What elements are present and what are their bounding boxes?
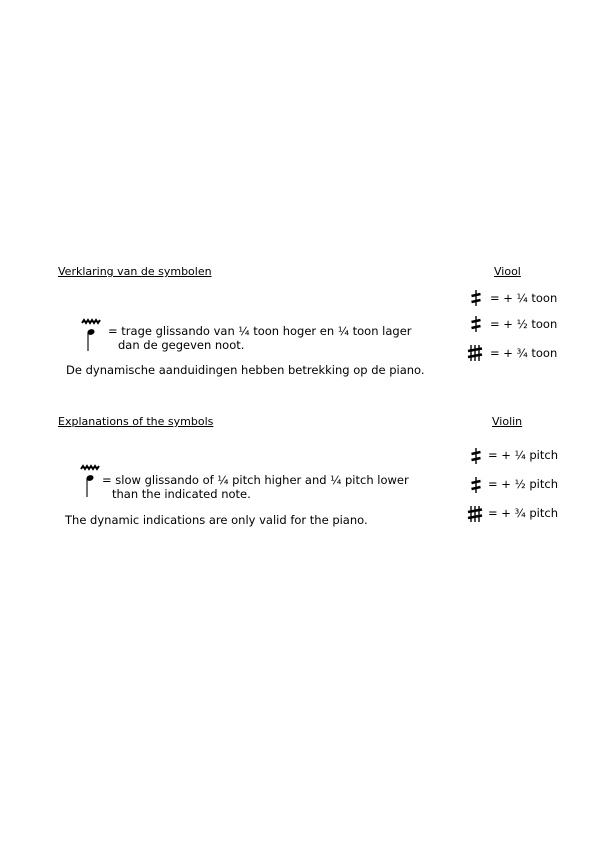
quarter-sharp-icon: [470, 289, 482, 307]
nl-three-quarter-tone-label: = + ¾ toon: [490, 346, 558, 360]
three-quarter-sharp-icon: [467, 505, 483, 523]
en-dynamics-note: The dynamic indications are only valid for the piano.: [65, 513, 368, 527]
quarter-sharp-icon: [470, 447, 482, 465]
en-quarter-pitch-label: = + ¼ pitch: [488, 448, 558, 462]
en-glissando-desc-line2: than the indicated note.: [112, 487, 251, 501]
nl-dynamics-note: De dynamische aanduidingen hebben betrekking op de piano.: [66, 363, 425, 377]
nl-quarter-tone-label: = + ¼ toon: [490, 291, 558, 305]
en-three-quarter-pitch-label: = + ¾ pitch: [488, 506, 558, 520]
nl-glissando-desc-line1: = trage glissando van ¼ toon hoger en ¼ toon lager: [108, 324, 412, 338]
en-instrument-heading: Violin: [492, 415, 523, 428]
three-quarter-sharp-icon: [467, 344, 483, 362]
nl-glissando-desc-line2: dan de gegeven noot.: [118, 338, 245, 352]
en-half-pitch-label: = + ½ pitch: [488, 477, 558, 491]
en-heading: Explanations of the symbols: [58, 415, 214, 428]
glissando-note-icon: [81, 318, 101, 352]
glissando-note-icon: [80, 464, 100, 498]
nl-heading: Verklaring van de symbolen: [58, 265, 212, 278]
en-glissando-desc-line1: = slow glissando of ¼ pitch higher and ¼ pitch lower: [102, 473, 409, 487]
nl-half-tone-label: = + ½ toon: [490, 317, 558, 331]
half-sharp-icon: [470, 476, 482, 494]
half-sharp-icon: [470, 315, 482, 333]
nl-instrument-heading: Viool: [494, 265, 521, 278]
